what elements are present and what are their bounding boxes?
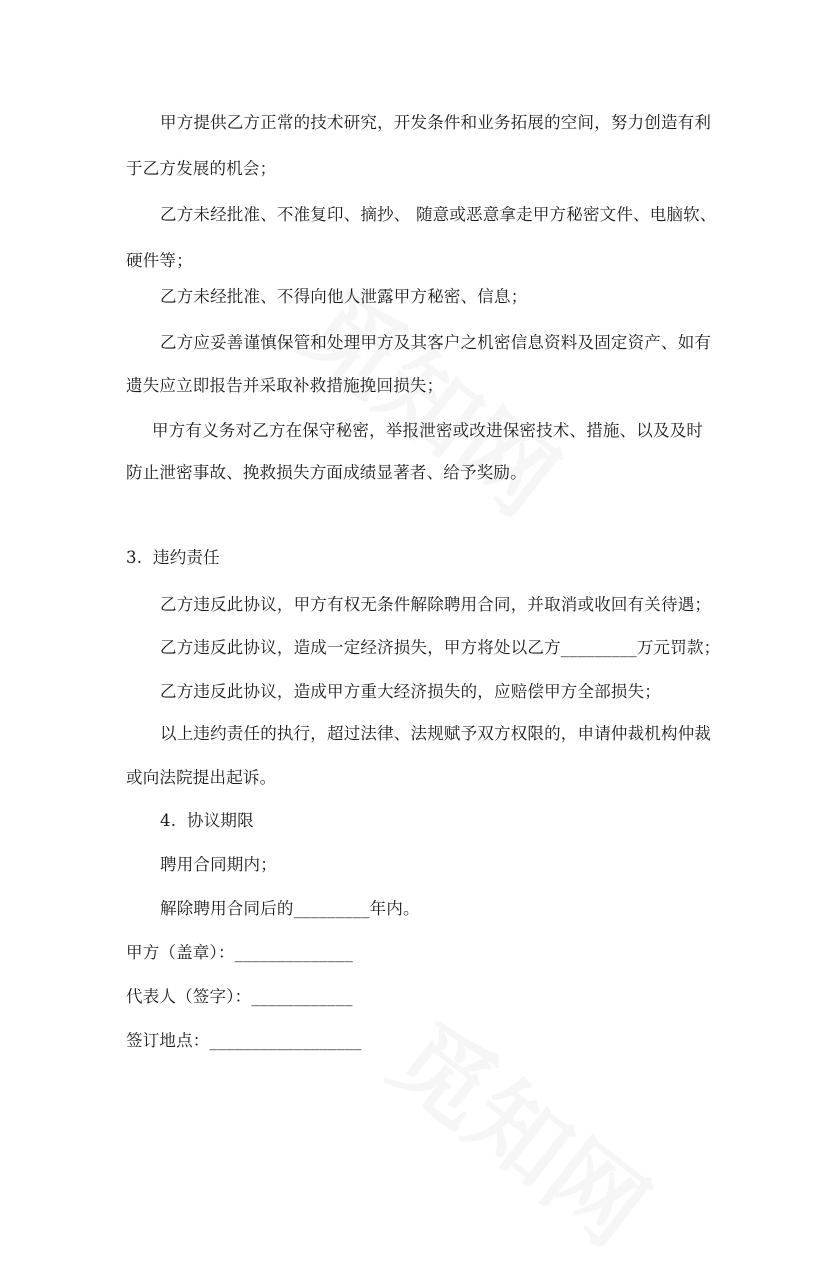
section-3-item-4-line-1: 以上违约责任的执行，超过法律、法规赋予双方权限的，申请仲裁机构仲裁: [160, 724, 712, 743]
paragraph-1-line-2: 于乙方发展的机会；: [126, 159, 277, 178]
paragraph-5-line-2: 防止泄密事故、挽救损失方面成绩显著者、给予奖励。: [126, 463, 527, 482]
signing-location-line: 签订地点：__________________: [126, 1031, 362, 1050]
paragraph-5-line-1: 甲方有义务对乙方在保守秘密，举报泄密或改进保密技术、措施、以及及时: [152, 421, 704, 440]
section-3-item-4-line-2: 或向法院提出起诉。: [126, 768, 277, 787]
paragraph-4-line-2: 遗失应立即报告并采取补救措施挽回损失；: [126, 376, 444, 395]
representative-signature-line: 代表人（签字）：____________: [126, 987, 353, 1006]
section-4-item-2: 解除聘用合同后的_________年内。: [160, 899, 420, 918]
watermark-bottom: [368, 986, 679, 1271]
paragraph-2-line-2: 硬件等；: [126, 251, 193, 270]
paragraph-4-line-1: 乙方应妥善谨慎保管和处理甲方及其客户之机密信息资料及固定资产、如有: [160, 333, 712, 352]
section-3-heading: 3. 违约责任: [126, 548, 220, 567]
section-3-item-2: 乙方违反此协议，造成一定经济损失，甲方将处以乙方_________万元罚款；: [160, 638, 721, 657]
section-4-heading: 4. 协议期限: [160, 811, 254, 830]
party-a-seal-line: 甲方（盖章）：______________: [126, 943, 353, 962]
paragraph-3-line-1: 乙方未经批准、不得向他人泄露甲方秘密、信息；: [160, 287, 528, 306]
section-3-item-3: 乙方违反此协议，造成甲方重大经济损失的，应赔偿甲方全部损失；: [160, 682, 661, 701]
paragraph-1-line-1: 甲方提供乙方正常的技术研究，开发条件和业务拓展的空间，努力创造有利: [160, 113, 712, 132]
paragraph-2-line-1: 乙方未经批准、不准复印、摘抄、 随意或恶意拿走甲方秘密文件、电脑软、: [160, 205, 717, 224]
section-4-item-1: 聘用合同期内；: [160, 855, 277, 874]
section-3-item-1: 乙方违反此协议，甲方有权无条件解除聘用合同，并取消或收回有关待遇；: [160, 595, 712, 614]
